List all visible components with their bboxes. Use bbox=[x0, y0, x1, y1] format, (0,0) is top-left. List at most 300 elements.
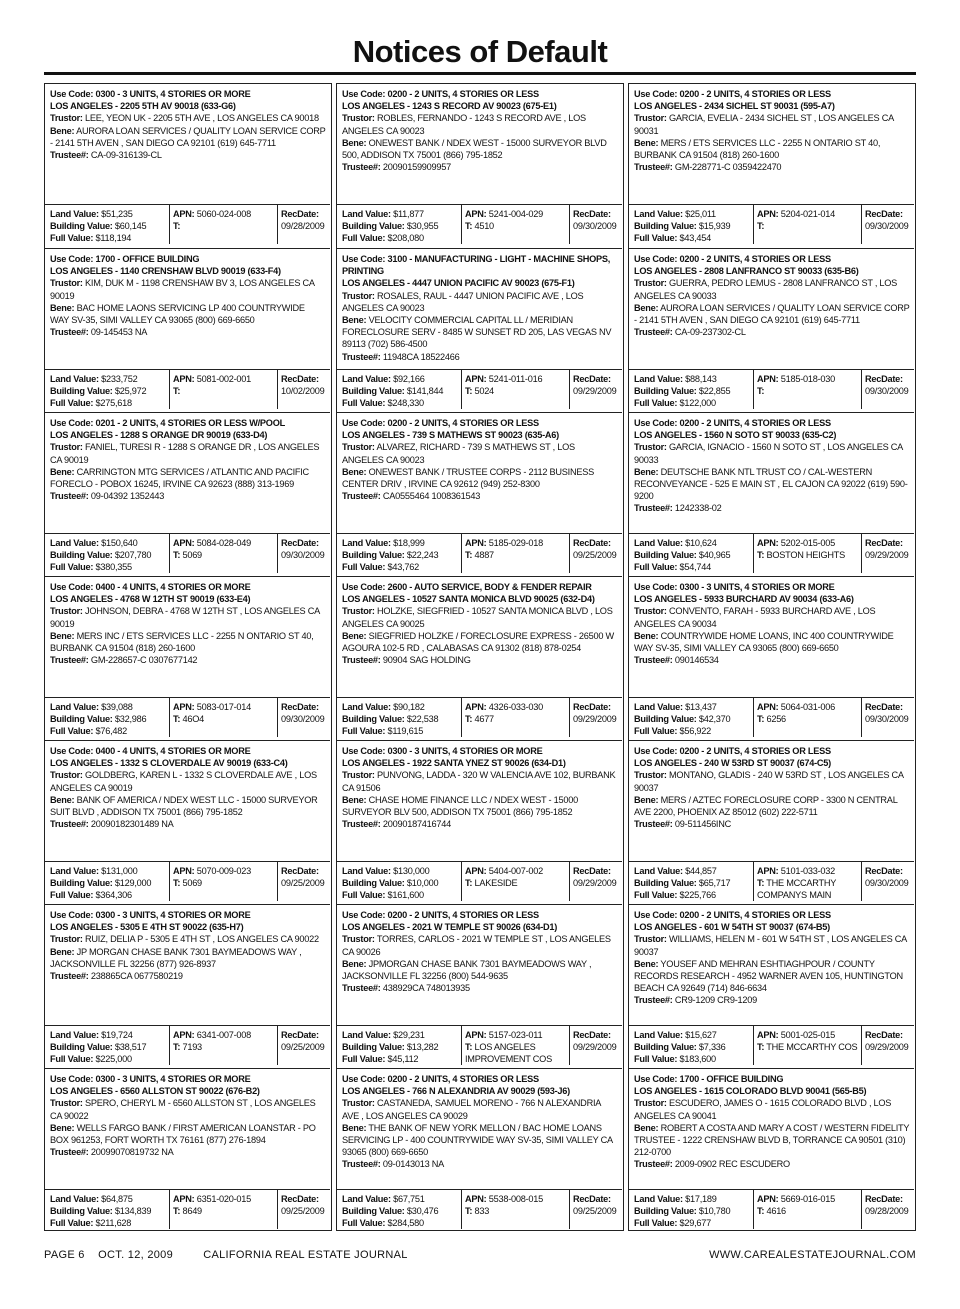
bene-value: MERS / ETS SERVICES LLC - 2255 N ONTARIO ST 40, BURBANK CA 91504 (818) 260-1600 bbox=[634, 137, 881, 161]
trustor-value-label: Trustor: bbox=[634, 1098, 667, 1109]
full-value-amount-label: Full Value: bbox=[634, 1054, 678, 1065]
tract-value-label: T: bbox=[173, 386, 181, 397]
building-value-amount: $22,855 bbox=[698, 386, 731, 397]
values-cell bbox=[45, 205, 170, 244]
trustor-value-label: Trustor: bbox=[342, 290, 375, 301]
bene-value: THE BANK OF NEW YORK MELLON / BAC HOME LOANS SERVICING LP - 400 COUNTRYWIDE WAY SV-35, SIMI VALLEY CA 93065 (800) 669-6650 bbox=[342, 1122, 613, 1158]
value-row bbox=[337, 1025, 622, 1065]
trustor-value: PUNVONG, LADDA - 320 W VALENCIA AVE 102, BURBANK CA 91506 bbox=[342, 770, 616, 793]
trustee-value: 2009-0902 REC ESCUDERO bbox=[674, 1159, 790, 1170]
bene-value-label: Bene: bbox=[50, 630, 75, 641]
trustor-value-label: Trustor: bbox=[342, 606, 375, 617]
notice-body bbox=[337, 249, 622, 369]
trustor-value-label: Trustor: bbox=[342, 442, 375, 453]
trustee-number bbox=[342, 351, 618, 363]
building-value-amount: $10,780 bbox=[698, 1206, 731, 1217]
land-value bbox=[634, 865, 753, 877]
apn-cell bbox=[462, 1026, 570, 1065]
values-cell bbox=[629, 1026, 754, 1065]
apn-cell bbox=[170, 534, 278, 573]
trustee-value: 90904 SAG HOLDING bbox=[382, 655, 471, 666]
trustee-value-label: Trustee#: bbox=[634, 819, 673, 830]
apn-value-label: APN: bbox=[465, 209, 487, 219]
bene-value: CARRINGTON MTG SERVICES / ATLANTIC AND PACIFIC FORECLO - POBOX 16245, IRVINE CA 92623 (888) 313-1969 bbox=[50, 466, 309, 490]
tract-value: 4887 bbox=[474, 550, 494, 561]
full-value bbox=[50, 397, 169, 409]
full-value bbox=[634, 561, 753, 573]
trustor bbox=[342, 769, 618, 793]
full-value-amount-label: Full Value: bbox=[634, 890, 678, 901]
trustee-value: 11948CA 18522466 bbox=[382, 351, 460, 362]
trustee-value: 20090159909957 bbox=[382, 162, 451, 173]
trustee-value-label: Trustee#: bbox=[634, 503, 673, 514]
recdate-cell bbox=[570, 698, 622, 737]
beneficiary bbox=[50, 1122, 326, 1146]
trustee-value-label: Trustee#: bbox=[342, 819, 381, 830]
tract-value-label: T: bbox=[173, 550, 181, 561]
bene-value: DEUTSCHE BANK NTL TRUST CO / CAL-WESTERN RECONVEYANCE - 525 E MAIN ST , EL CAJON CA 92022 (619) 590-9200 bbox=[634, 466, 908, 502]
use-code bbox=[342, 745, 618, 757]
notice-record bbox=[45, 904, 330, 1065]
recdate-label: RecDate: bbox=[865, 702, 903, 712]
building-value-amount: $22,243 bbox=[406, 550, 439, 561]
building-value bbox=[50, 877, 169, 889]
bene-value-label: Bene: bbox=[634, 137, 659, 148]
bene-value-label: Bene: bbox=[342, 630, 367, 641]
notice-record bbox=[337, 412, 622, 573]
land-value-amount-label: Land Value: bbox=[50, 1030, 99, 1040]
bene-value: VELOCITY COMMERCIAL CAPITAL LL / MERIDIAN FORECLOSURE SERV - 8485 W SUNSET RD 205, LAS VEGAS NV 89113 (702) 586-4500 bbox=[342, 315, 612, 350]
building-value bbox=[342, 549, 461, 561]
beneficiary bbox=[634, 630, 910, 654]
building-value bbox=[342, 1205, 461, 1217]
notice-record bbox=[45, 248, 330, 409]
notice-record bbox=[45, 576, 330, 737]
values-cell bbox=[629, 698, 754, 737]
apn bbox=[173, 208, 277, 220]
full-value bbox=[50, 725, 169, 737]
land-value-amount-label: Land Value: bbox=[342, 1030, 391, 1040]
trustee-value: 09-0143013 NA bbox=[382, 1159, 445, 1170]
trustee-value-label: Trustee#: bbox=[634, 655, 673, 666]
apn-cell bbox=[170, 1026, 278, 1065]
full-value-amount: $183,600 bbox=[679, 1054, 716, 1065]
tract-value: 833 bbox=[474, 1206, 490, 1217]
full-value bbox=[342, 725, 461, 737]
full-value-amount-label: Full Value: bbox=[50, 726, 94, 737]
beneficiary bbox=[634, 958, 910, 995]
full-value bbox=[342, 397, 461, 409]
recdate-label: RecDate: bbox=[281, 538, 319, 548]
recdate-cell bbox=[570, 370, 622, 409]
property-address: LOS ANGELES - 1560 N SOTO ST 90033 (635-C2) bbox=[634, 430, 837, 441]
trustee-value-label: Trustee#: bbox=[342, 162, 381, 173]
trustee-value: 090146534 bbox=[674, 655, 719, 666]
page-title: Notices of Default bbox=[352, 34, 608, 69]
tract bbox=[757, 713, 861, 725]
full-value-amount: $119,615 bbox=[387, 726, 424, 737]
building-value-amount: $15,939 bbox=[698, 221, 731, 232]
trustee-value: 438929CA 748013935 bbox=[382, 983, 470, 994]
use-code bbox=[50, 417, 326, 429]
apn-cell bbox=[462, 1190, 570, 1229]
values-cell bbox=[629, 1190, 754, 1229]
values-cell bbox=[629, 534, 754, 573]
recdate-label: RecDate: bbox=[573, 209, 611, 219]
building-value-amount-label: Building Value: bbox=[50, 221, 113, 232]
apn bbox=[173, 865, 277, 877]
full-value-amount: $43,454 bbox=[679, 233, 711, 244]
apn-value: 5083-017-014 bbox=[196, 702, 251, 712]
recdate-cell bbox=[278, 862, 330, 901]
use-code-value-label: Use Code: bbox=[342, 89, 386, 99]
full-value-amount: $380,355 bbox=[95, 562, 132, 573]
trustee-number bbox=[342, 490, 618, 502]
recdate-value: 09/28/2009 bbox=[281, 221, 325, 232]
trustor bbox=[50, 769, 326, 793]
use-code-value: 0200 - 2 UNITS, 4 STORIES OR LESS bbox=[679, 89, 831, 99]
bene-value-label: Bene: bbox=[634, 466, 659, 477]
bene-value: BANK OF AMERICA / NDEX WEST LLC - 15000 SURVEYOR SUIT BLVD , ADDISON TX 75001 (866) 795-1852 bbox=[50, 794, 318, 818]
use-code-value-label: Use Code: bbox=[342, 1074, 386, 1084]
trustor bbox=[634, 441, 910, 465]
apn-value: 5404-007-002 bbox=[488, 866, 543, 876]
property-address: LOS ANGELES - 4447 UNION PACIFIC AV 90023 (675-F1) bbox=[342, 278, 575, 289]
recdate-label: RecDate: bbox=[573, 1194, 611, 1204]
trustee-number bbox=[50, 1146, 326, 1158]
tract-value: THE MCCARTHY COS bbox=[766, 1042, 858, 1053]
land-value-amount-label: Land Value: bbox=[50, 866, 99, 876]
land-value bbox=[342, 865, 461, 877]
building-value-amount-label: Building Value: bbox=[50, 878, 113, 889]
bene-value: JPMORGAN CHASE BANK 7301 BAYMEADOWS WAY , JACKSONVILLE FL 32256 (800) 544-9635 bbox=[342, 958, 592, 982]
trustee-number bbox=[50, 654, 326, 666]
building-value-amount-label: Building Value: bbox=[50, 714, 113, 725]
bene-value-label: Bene: bbox=[342, 137, 367, 148]
apn-cell bbox=[754, 862, 862, 901]
trustor bbox=[50, 1097, 326, 1121]
land-value bbox=[342, 373, 461, 385]
notice-record bbox=[337, 248, 622, 409]
recdate-label: RecDate: bbox=[281, 1030, 319, 1040]
use-code-value-label: Use Code: bbox=[342, 254, 386, 264]
notices-grid bbox=[44, 83, 918, 1231]
full-value-amount: $275,618 bbox=[95, 398, 132, 409]
trustor-value: ESCUDERO, JAMES O - 1615 COLORADO BLVD , LOS ANGELES CA 90041 bbox=[634, 1098, 892, 1121]
property-address: LOS ANGELES - 240 W 53RD ST 90037 (674-C5) bbox=[634, 758, 831, 769]
full-value bbox=[634, 1217, 753, 1229]
apn-value-label: APN: bbox=[757, 1194, 779, 1204]
building-value bbox=[634, 220, 753, 232]
recdate-cell bbox=[278, 370, 330, 409]
trustor bbox=[342, 933, 618, 957]
land-value bbox=[342, 701, 461, 713]
trustor-value: ROSALES, RAUL - 4447 UNION PACIFIC AVE , LOS ANGELES CA 90023 bbox=[342, 290, 584, 313]
tract-value: 46O4 bbox=[182, 714, 204, 725]
use-code bbox=[342, 581, 618, 593]
trustor bbox=[342, 605, 618, 629]
notice-body bbox=[629, 741, 914, 861]
land-value bbox=[50, 701, 169, 713]
tract bbox=[173, 549, 277, 561]
notice-body bbox=[45, 249, 330, 369]
apn-value-label: APN: bbox=[173, 1194, 195, 1204]
use-code bbox=[342, 1073, 618, 1085]
property-address: LOS ANGELES - 1332 S CLOVERDALE AV 90019 (633-C4) bbox=[50, 758, 288, 769]
trustor bbox=[50, 605, 326, 629]
tract-value-label: T: bbox=[465, 878, 473, 889]
trustor-value: JOHNSON, DEBRA - 4768 W 12TH ST , LOS ANGELES CA 90019 bbox=[50, 606, 320, 629]
building-value-amount: $30,476 bbox=[406, 1206, 439, 1217]
tract-value: 5069 bbox=[182, 550, 202, 561]
use-code-value-label: Use Code: bbox=[342, 418, 386, 428]
recdate-value: 09/25/2009 bbox=[573, 1206, 617, 1217]
tract-value-label: T: bbox=[465, 1206, 473, 1217]
notice-body bbox=[45, 1069, 330, 1189]
beneficiary bbox=[342, 137, 618, 161]
land-value-amount-label: Land Value: bbox=[634, 702, 683, 712]
apn-value: 5070-009-023 bbox=[196, 866, 251, 876]
apn-value: 5084-028-049 bbox=[196, 538, 251, 548]
value-row bbox=[337, 533, 622, 573]
notice-body bbox=[337, 1069, 622, 1189]
tract-value: 8649 bbox=[182, 1206, 202, 1217]
bene-value: MERS / AZTEC FORECLOSURE CORP - 3300 N CENTRAL AVE 2200, PHOENIX AZ 85012 (602) 222-5711 bbox=[634, 794, 898, 818]
notice-body bbox=[629, 905, 914, 1025]
value-row bbox=[45, 861, 330, 901]
building-value-amount-label: Building Value: bbox=[634, 878, 697, 889]
building-value-amount: $141,844 bbox=[406, 386, 444, 397]
trustee-number bbox=[342, 1158, 618, 1170]
apn-cell bbox=[754, 1026, 862, 1065]
building-value bbox=[50, 220, 169, 232]
building-value-amount-label: Building Value: bbox=[634, 386, 697, 397]
beneficiary bbox=[342, 958, 618, 982]
property-address: LOS ANGELES - 739 S MATHEWS ST 90023 (635-A6) bbox=[342, 430, 559, 441]
apn-cell bbox=[170, 1190, 278, 1229]
land-value-amount-label: Land Value: bbox=[634, 538, 683, 548]
trustee-value: CR9-1209 CR9-1209 bbox=[674, 995, 757, 1006]
use-code-value: 0200 - 2 UNITS, 4 STORIES OR LESS bbox=[387, 418, 539, 428]
recdate-label: RecDate: bbox=[865, 374, 903, 384]
bene-value-label: Bene: bbox=[634, 794, 659, 805]
apn bbox=[757, 537, 861, 549]
full-value bbox=[342, 1053, 461, 1065]
apn-value: 5241-011-016 bbox=[488, 374, 543, 384]
property-address: LOS ANGELES - 601 W 54TH ST 90037 (674-B5) bbox=[634, 922, 830, 933]
apn-cell bbox=[462, 698, 570, 737]
bene-value: SIEGFRIED HOLZKE / FORECLOSURE EXPRESS - 26500 W AGOURA 102-5 RD , CALABASAS CA 91302 (818) 878-0254 bbox=[342, 630, 614, 654]
footer-left bbox=[44, 1249, 408, 1261]
recdate-label: RecDate: bbox=[281, 374, 319, 384]
bene-value: CHASE HOME FINANCE LLC / NDEX WEST - 15000 SURVEYOR BLV 500, ADDISON TX 75001 (866) 795-1852 bbox=[342, 794, 578, 818]
values-cell bbox=[337, 698, 462, 737]
full-value bbox=[50, 1217, 169, 1229]
full-value-amount-label: Full Value: bbox=[342, 1218, 386, 1229]
land-value-amount-label: Land Value: bbox=[634, 1030, 683, 1040]
apn-value: 4326-033-030 bbox=[488, 702, 543, 712]
building-value bbox=[634, 1041, 753, 1053]
full-value bbox=[634, 725, 753, 737]
bene-value-label: Bene: bbox=[342, 466, 367, 477]
use-code-value-label: Use Code: bbox=[634, 418, 678, 428]
beneficiary bbox=[342, 314, 618, 351]
values-cell bbox=[337, 534, 462, 573]
notice-record bbox=[337, 740, 622, 901]
trustee-value-label: Trustee#: bbox=[342, 1159, 381, 1170]
trustee-value: 09-04392 1352443 bbox=[90, 491, 165, 502]
building-value-amount: $25,972 bbox=[114, 386, 147, 397]
apn bbox=[173, 537, 277, 549]
land-value-amount: $39,088 bbox=[101, 702, 133, 712]
notice-record bbox=[337, 576, 622, 737]
building-value-amount-label: Building Value: bbox=[50, 550, 113, 561]
apn-value-label: APN: bbox=[465, 374, 487, 384]
land-value-amount: $233,752 bbox=[101, 374, 138, 384]
tract bbox=[173, 713, 277, 725]
recdate-value: 09/30/2009 bbox=[281, 714, 325, 725]
footer-url: WWW.CAREALESTATEJOURNAL.COM bbox=[709, 1249, 916, 1261]
use-code-value: 0200 - 2 UNITS, 4 STORIES OR LESS bbox=[679, 910, 831, 920]
use-code-value-label: Use Code: bbox=[634, 89, 678, 99]
use-code-value-label: Use Code: bbox=[50, 254, 94, 264]
trustee-number bbox=[634, 161, 910, 173]
tract-value: 5069 bbox=[182, 878, 202, 889]
trustor bbox=[634, 605, 910, 629]
land-value bbox=[342, 1193, 461, 1205]
bene-value-label: Bene: bbox=[50, 302, 75, 313]
trustor bbox=[342, 441, 618, 465]
recdate-value: 09/29/2009 bbox=[865, 550, 909, 561]
building-value-amount: $7,336 bbox=[698, 1042, 726, 1053]
use-code-value: 0300 - 3 UNITS, 4 STORIES OR MORE bbox=[95, 1074, 251, 1084]
use-code-value-label: Use Code: bbox=[50, 1074, 94, 1084]
recdate-value: 10/02/2009 bbox=[281, 386, 325, 397]
full-value-amount: $211,628 bbox=[95, 1218, 132, 1229]
trustee-number bbox=[50, 970, 326, 982]
apn-value: 5060-024-008 bbox=[196, 209, 251, 219]
notice-body bbox=[337, 905, 622, 1025]
full-value-amount-label: Full Value: bbox=[342, 398, 386, 409]
tract-value-label: T: bbox=[173, 714, 181, 725]
beneficiary bbox=[634, 137, 910, 161]
apn-value: 5202-015-005 bbox=[780, 538, 835, 548]
apn bbox=[465, 1193, 569, 1205]
full-value bbox=[342, 232, 461, 244]
recdate-cell bbox=[862, 534, 914, 573]
tract bbox=[173, 1205, 277, 1217]
land-value-amount: $90,182 bbox=[393, 702, 425, 712]
use-code bbox=[634, 88, 910, 100]
building-value-amount-label: Building Value: bbox=[634, 221, 697, 232]
apn bbox=[465, 865, 569, 877]
trustee-number bbox=[342, 654, 618, 666]
building-value bbox=[50, 1041, 169, 1053]
trustor-value-label: Trustor: bbox=[50, 113, 83, 124]
tract-value-label: T: bbox=[757, 1206, 765, 1217]
notice-body bbox=[337, 413, 622, 533]
tract bbox=[757, 877, 861, 901]
recdate-label: RecDate: bbox=[281, 209, 319, 219]
notice-record bbox=[629, 740, 914, 901]
full-value-amount-label: Full Value: bbox=[342, 890, 386, 901]
use-code bbox=[634, 417, 910, 429]
bene-value-label: Bene: bbox=[342, 958, 367, 969]
apn-cell bbox=[754, 534, 862, 573]
full-value bbox=[342, 1217, 461, 1229]
beneficiary bbox=[634, 466, 910, 503]
trustor-value: ROBLES, FERNANDO - 1243 S RECORD AVE , LOS ANGELES CA 90023 bbox=[342, 113, 586, 136]
recdate-value: 09/30/2009 bbox=[865, 221, 909, 232]
full-value-amount: $54,744 bbox=[679, 562, 711, 573]
trustee-number bbox=[634, 1158, 910, 1170]
full-value-amount: $118,194 bbox=[95, 233, 132, 244]
trustor-value: FANIEL, TURESI R - 1288 S ORANGE DR , LOS ANGELES CA 90019 bbox=[50, 442, 320, 465]
property-address: LOS ANGELES - 1243 S RECORD AV 90023 (675-E1) bbox=[342, 101, 557, 112]
value-row bbox=[629, 697, 914, 737]
tract-value-label: T: bbox=[173, 878, 181, 889]
full-value bbox=[50, 232, 169, 244]
apn-value: 5669-016-015 bbox=[780, 1194, 835, 1204]
tract bbox=[465, 385, 569, 397]
apn-value: 6341-007-008 bbox=[196, 1030, 251, 1040]
trustee-value-label: Trustee#: bbox=[50, 971, 89, 982]
trustee-number bbox=[50, 818, 326, 830]
trustee-value-label: Trustee#: bbox=[342, 351, 381, 362]
building-value-amount: $38,517 bbox=[114, 1042, 147, 1053]
full-value-amount-label: Full Value: bbox=[50, 1218, 94, 1229]
trustor-value: ALVAREZ, RICHARD - 739 S MATHEWS ST , LOS ANGELES CA 90023 bbox=[342, 442, 575, 465]
recdate-value: 09/29/2009 bbox=[573, 1042, 617, 1053]
building-value bbox=[634, 549, 753, 561]
apn-value: 5157-023-011 bbox=[488, 1030, 543, 1040]
full-value-amount: $161,600 bbox=[387, 890, 424, 901]
apn-value: 5241-004-029 bbox=[488, 209, 543, 219]
land-value-amount-label: Land Value: bbox=[634, 209, 683, 219]
values-cell bbox=[337, 205, 462, 244]
apn-cell bbox=[170, 698, 278, 737]
trustor bbox=[634, 933, 910, 957]
trustee-number bbox=[342, 161, 618, 173]
building-value-amount: $207,780 bbox=[114, 550, 152, 561]
tract bbox=[757, 549, 861, 561]
full-value bbox=[634, 889, 753, 901]
apn-cell bbox=[462, 862, 570, 901]
apn bbox=[757, 865, 861, 877]
trustee-number bbox=[634, 502, 910, 514]
tract-value: 4677 bbox=[474, 714, 494, 725]
bene-value: ONEWEST BANK / NDEX WEST - 15000 SURVEYOR BLVD 500, ADDISON TX 75001 (866) 795-1852 bbox=[342, 137, 607, 161]
apn-cell bbox=[754, 370, 862, 409]
land-value-amount-label: Land Value: bbox=[50, 538, 99, 548]
value-row bbox=[337, 204, 622, 244]
land-value bbox=[342, 537, 461, 549]
recdate-value: 09/30/2009 bbox=[865, 878, 909, 889]
notice-record bbox=[337, 904, 622, 1065]
bene-value-label: Bene: bbox=[342, 315, 367, 326]
full-value-amount-label: Full Value: bbox=[634, 398, 678, 409]
land-value bbox=[50, 1193, 169, 1205]
apn-value-label: APN: bbox=[465, 538, 487, 548]
property-address: LOS ANGELES - 1288 S ORANGE DR 90019 (633-D4) bbox=[50, 430, 268, 441]
tract-value: 4616 bbox=[766, 1206, 786, 1217]
building-value-amount-label: Building Value: bbox=[634, 550, 697, 561]
trustee-value: 20090182301489 NA bbox=[90, 819, 174, 830]
title-rule bbox=[44, 72, 916, 75]
land-value bbox=[50, 373, 169, 385]
trustor-value: TORRES, CARLOS - 2021 W TEMPLE ST , LOS ANGELES CA 90026 bbox=[342, 934, 611, 957]
beneficiary bbox=[342, 794, 618, 818]
